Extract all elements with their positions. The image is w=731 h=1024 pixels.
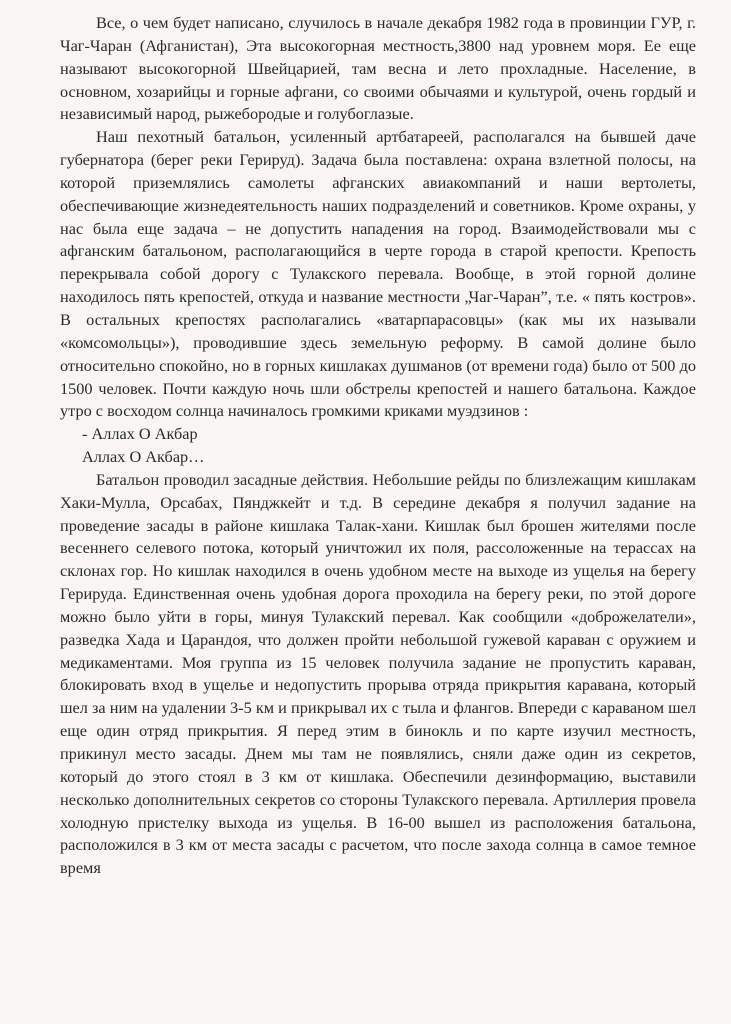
paragraph-allah-2: Аллах О Акбар… [82, 447, 205, 467]
document-text [60, 12, 696, 880]
paragraph-battalion: Наш пехотный батальон, усиленный артбатареей, располагался на бывшей даче губернатора (берег реки Герируд). Задача была поставлена: охрана взлетной полосы, на которой приземлялись самолеты афганских авиакомпаний и наши вертолеты, обеспечивающие жизнедеятельность наших подразделений и советников. Кроме охраны, у нас была еще задача – не допустить нападения на город. Взаимодействовали мы с афганским батальоном, располагающийся в черте города в старой крепости. Крепость перекрывала собой дорогу с Тулакского перевала. Вообще, в этой горной долине находилось пять крепостей, откуда и название местности „Чаг-Чаран”, т.е. « пять костров». В остальных крепостях располагались «ватарпарасовцы» (как мы их называли «комсомольцы»), проводившие здесь земельную реформу. В самой долине было относительно спокойно, но в горных кишлаках душманов (от времени года) было от 500 до 1500 человек. Почти каждую ночь шли обстрелы крепостей и нашего батальона. Каждое утро с восходом солнца начиналось громкими криками муэдзинов : [60, 127, 696, 421]
paragraph-allah-1: - Аллах О Акбар [82, 424, 198, 444]
paragraph-ambush: Батальон проводил засадные действия. Небольшие рейды по близлежащим кишлакам Хаки-Мулла, Орсабах, Пянджкейт и т.д. В середине декабря я получил задание на проведение засады в районе кишлака Талак-хани. Кишлак был брошен жителями после весеннего селевого потока, который уничтожил их поля, рассоложенные на терассах на склонах гор. Но кишлак находился в очень удобном месте на выходе из ущелья на берегу Герируда. Единственная очень удобная дорога проходила на берегу реки, по этой дороге можно было уйти в горы, минуя Тулакский перевал. Как сообщили «доброжелатели», разведка Хада и Царандоя, что должен пройти небольшой гужевой караван с оружием и медикаментами. Моя группа из 15 человек получила задание не пропустить караван, блокировать вход в ущелье и недопустить прорыва отряда прикрытия каравана, который шел за ним на удалении 3-5 км и прикрывал их с тыла и флангов. Впереди с караваном шел еще один отряд прикрытия. Я перед этим в бинокль и по карте изучил местность, прикинул место засады. Днем мы там не появлялись, сняли даже один из секретов, который до этого стоял в 3 км от кишлака. Обеспечили дезинформацию, выставили несколько дополнительных секретов со стороны Тулакского перевала. Артиллерия провела холодную пристелку выхода из ущелья. В 16-00 вышел из расположения батальона, расположился в 3 км от места засады с расчетом, что после захода солнца в самое темное время [60, 469, 696, 878]
paragraph-intro: Все, о чем будет написано, случилось в начале декабря 1982 года в провинции ГУР, г. Чаг-Чаран (Афганистан), Эта высокогорная местность,3800 над уровнем моря. Ее еще называют высокогорной Швейцарией, там весна и лето прохладные. Население, в основном, хозарийцы и горные афгани, со своими обычаями и культурой, очень гордый и независимый народ, рыжебородые и голубоглазые. [60, 13, 696, 124]
